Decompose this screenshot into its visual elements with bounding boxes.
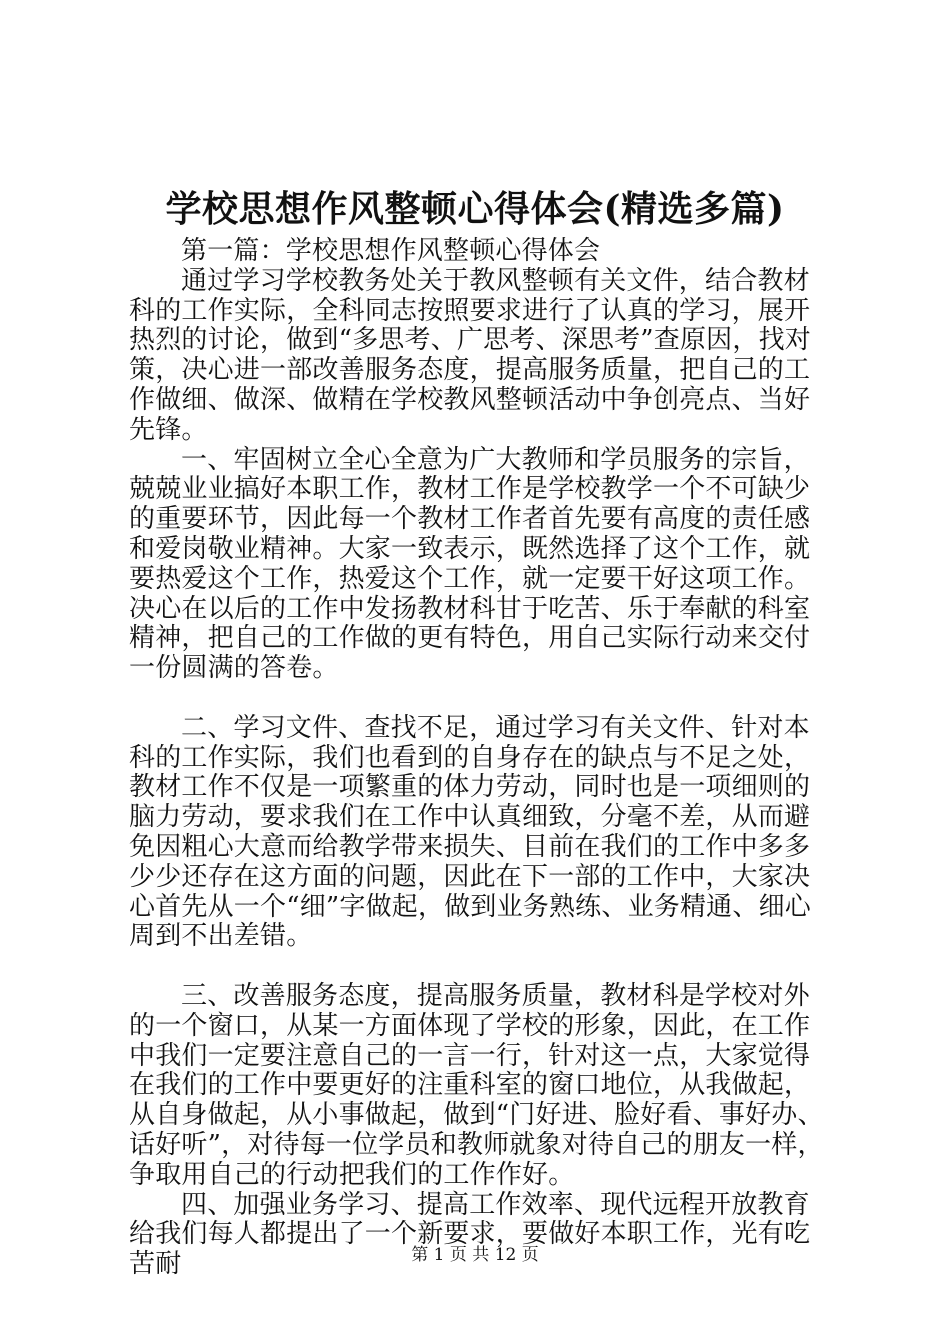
- paragraph-point-1: 一、牢固树立全心全意为广大教师和学员服务的宗旨，兢兢业业搞好本职工作，教材工作是学校教学一个不可缺少的重要环节，因此每一个教材工作者首先要有高度的责任感和爱岗敬业精神。大家一致表示，既然选择了这个工作，就要热爱这个工作，热爱这个工作，就一定要干好这项工作。决心在以后的工作中发扬教材科甘于吃苦、乐于奉献的科室精神，把自己的工作做的更有特色，用自己实际行动来交付一份圆满的答卷。: [129, 444, 811, 684]
- page-footer: 第 1 页 共 12 页: [411, 1245, 539, 1265]
- document-body: [129, 237, 833, 1280]
- document-title: 学校思想作风整顿心得体会(精选多篇): [165, 188, 785, 230]
- section-heading: 第一篇：学校思想作风整顿心得体会: [181, 236, 601, 266]
- paragraph-point-4: 四、加强业务学习、提高工作效率、现代远程开放教育给我们每人都提出了一个新要求，要做好本职工作，光有吃苦耐: [129, 1189, 811, 1280]
- paragraph-intro: 通过学习学校教务处关于教风整顿有关文件，结合教材科的工作实际，全科同志按照要求进行了认真的学习，展开热烈的讨论，做到“多思考、广思考、深思考”查原因，找对策，决心进一部改善服务态度，提高服务质量，把自己的工作做细、做深、做精在学校教风整顿活动中争创亮点、当好先锋。: [129, 265, 811, 445]
- paragraph-point-3: 三、改善服务态度，提高服务质量，教材科是学校对外的一个窗口，从某一方面体现了学校的形象，因此，在工作中我们一定要注意自己的一言一行，针对这一点，大家觉得在我们的工作中要更好的注重科室的窗口地位，从我做起，从自身做起，从小事做起，做到“门好进、脸好看、事好办、话好听”，对待每一位学员和教师就象对待自己的朋友一样，争取用自己的行动把我们的工作作好。: [129, 980, 824, 1190]
- paragraph-point-2: 二、学习文件、查找不足，通过学习有关文件、针对本科的工作实际，我们也看到的自身存在的缺点与不足之处，教材工作不仅是一项繁重的体力劳动，同时也是一项细则的脑力劳动，要求我们在工作中认真细致，分毫不差，从而避免因粗心大意而给教学带来损失、目前在我们的工作中多多少少还存在这方面的问题，因此在下一部的工作中，大家决心首先从一个“细”字做起，做到业务熟练、业务精通、细心周到不出差错。: [129, 712, 811, 952]
